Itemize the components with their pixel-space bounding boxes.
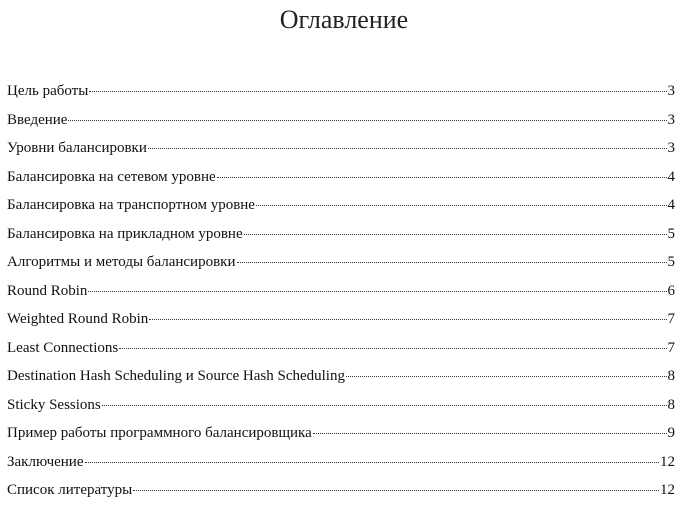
- toc-entry-label: Weighted Round Robin: [7, 311, 149, 327]
- toc-dot-leader: [85, 462, 660, 463]
- toc-entry-label: Sticky Sessions: [7, 396, 101, 413]
- toc-entry-label: Уровни балансировки: [7, 140, 147, 156]
- toc-entry-label: Least Connections: [7, 339, 119, 356]
- toc-entry-label: Round Robin: [7, 282, 88, 299]
- toc-entry-label: Балансировка на транспортном уровне: [7, 197, 255, 213]
- toc-dot-leader: [133, 490, 659, 491]
- toc-entry-page: 8: [667, 396, 675, 413]
- toc-entry-page: 8: [667, 368, 675, 384]
- toc-dot-leader: [88, 291, 666, 292]
- toc-entry[interactable]: [7, 364, 675, 393]
- toc-dot-leader: [89, 91, 666, 92]
- toc-entry-page: 7: [667, 339, 675, 356]
- toc-entry-label: Цель работы: [7, 83, 89, 99]
- toc-entry[interactable]: [7, 307, 675, 336]
- toc-entry-page: 4: [667, 168, 675, 185]
- toc-entry[interactable]: [7, 450, 675, 479]
- toc-entry[interactable]: [7, 336, 675, 365]
- toc-entry[interactable]: [7, 108, 675, 137]
- toc-entry-page: 12: [660, 482, 675, 498]
- toc-entry-page: 6: [667, 282, 675, 299]
- toc-entry-label: Балансировка на прикладном уровне: [7, 225, 243, 242]
- toc-entry-page: 7: [667, 311, 675, 327]
- toc-entry[interactable]: [7, 222, 675, 251]
- toc-dot-leader: [149, 319, 666, 320]
- toc-dot-leader: [313, 433, 667, 434]
- toc-entry-label: Алгоритмы и методы балансировки: [7, 254, 236, 270]
- toc-entry-page: 5: [667, 254, 675, 270]
- table-of-contents: [7, 79, 675, 507]
- toc-entry-page: 9: [667, 425, 675, 441]
- toc-entry[interactable]: [7, 193, 675, 222]
- toc-dot-leader: [148, 148, 667, 149]
- toc-dot-leader: [217, 177, 667, 178]
- toc-dot-leader: [237, 262, 667, 263]
- toc-entry[interactable]: [7, 393, 675, 422]
- toc-entry[interactable]: [7, 165, 675, 194]
- toc-dot-leader: [346, 376, 667, 377]
- toc-entry-label: Введение: [7, 111, 68, 128]
- toc-entry-label: Балансировка на сетевом уровне: [7, 168, 216, 185]
- toc-title: Оглавление: [279, 5, 409, 34]
- toc-entry[interactable]: [7, 421, 675, 450]
- toc-entry-label: Destination Hash Scheduling и Source Hash Scheduling: [7, 368, 345, 384]
- toc-entry-page: 3: [667, 83, 675, 99]
- toc-dot-leader: [244, 234, 667, 235]
- toc-entry-page: 12: [660, 453, 675, 470]
- toc-dot-leader: [256, 205, 667, 206]
- toc-entry[interactable]: [7, 279, 675, 308]
- toc-dot-leader: [102, 405, 667, 406]
- toc-entry[interactable]: [7, 79, 675, 108]
- toc-entry[interactable]: [7, 250, 675, 279]
- toc-entry-page: 5: [667, 225, 675, 242]
- toc-entry[interactable]: [7, 136, 675, 165]
- toc-entry[interactable]: [7, 478, 675, 507]
- toc-entry-page: 3: [667, 111, 675, 128]
- toc-dot-leader: [119, 348, 666, 349]
- toc-entry-label: Список литературы: [7, 482, 133, 498]
- toc-entry-label: Пример работы программного балансировщика: [7, 425, 312, 441]
- toc-dot-leader: [68, 120, 666, 121]
- toc-entry-page: 4: [667, 197, 675, 213]
- toc-entry-label: Заключение: [7, 453, 84, 470]
- toc-entry-page: 3: [667, 140, 675, 156]
